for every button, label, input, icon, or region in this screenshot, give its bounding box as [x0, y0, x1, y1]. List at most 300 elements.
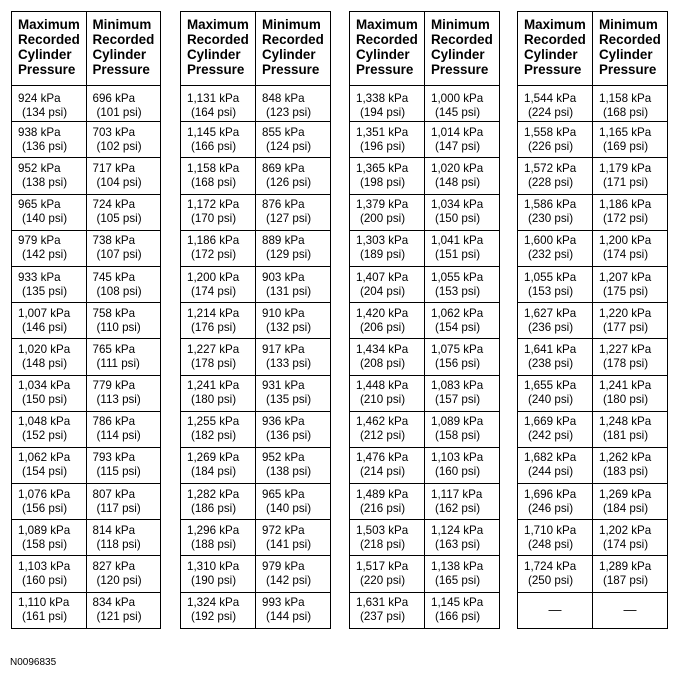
table-row — [181, 266, 331, 302]
table-row — [518, 158, 668, 194]
max-pressure-cell — [350, 375, 425, 411]
psi-value: (138 psi) — [266, 465, 312, 479]
psi-value: (138 psi) — [22, 175, 68, 189]
kpa-value: 1,558 kPa — [524, 125, 577, 139]
kpa-value: 1,310 kPa — [187, 560, 240, 574]
psi-value: (118 psi) — [96, 537, 141, 551]
max-pressure-cell — [350, 122, 425, 158]
min-pressure-cell — [86, 303, 161, 339]
kpa-value: 724 kPa — [92, 198, 136, 212]
psi-value: (162 psi) — [435, 501, 481, 515]
min-pressure-cell — [425, 86, 500, 122]
psi-value: (142 psi) — [22, 248, 68, 262]
psi-value: (248 psi) — [528, 537, 574, 551]
kpa-value: 1,682 kPa — [524, 451, 577, 465]
kpa-value: 1,138 kPa — [431, 560, 484, 574]
table-row — [518, 230, 668, 266]
kpa-value: 1,034 kPa — [18, 379, 71, 393]
min-pressure-cell — [256, 339, 331, 375]
min-pressure-cell — [256, 122, 331, 158]
kpa-value: 1,338 kPa — [356, 91, 409, 105]
table-row — [350, 411, 500, 447]
min-pressure-cell — [425, 339, 500, 375]
table-row — [12, 266, 161, 302]
psi-value: (123 psi) — [266, 105, 312, 119]
psi-value: (150 psi) — [22, 393, 68, 407]
psi-value: (168 psi) — [603, 105, 649, 119]
psi-value: (150 psi) — [435, 212, 481, 226]
kpa-value: 1,089 kPa — [431, 415, 484, 429]
max-pressure-cell — [181, 556, 256, 592]
table-row — [12, 484, 161, 520]
kpa-value: 1,517 kPa — [356, 560, 409, 574]
kpa-value: 1,303 kPa — [356, 234, 409, 248]
table-row — [518, 339, 668, 375]
max-pressure-cell — [518, 484, 593, 520]
kpa-value: 965 kPa — [262, 487, 305, 501]
psi-value: (184 psi) — [603, 501, 649, 515]
header-row — [518, 12, 668, 86]
kpa-value: 938 kPa — [18, 125, 61, 139]
min-pressure-cell — [256, 484, 331, 520]
dash-placeholder: — — [623, 602, 637, 618]
psi-value: (176 psi) — [191, 320, 237, 334]
header-line: Cylinder — [599, 47, 653, 62]
kpa-value: 1,710 kPa — [524, 523, 577, 537]
psi-value: (226 psi) — [528, 139, 574, 153]
max-pressure-cell — [181, 375, 256, 411]
max-pressure-cell — [518, 122, 593, 158]
table-row — [12, 375, 161, 411]
table-row — [181, 303, 331, 339]
min-pressure-cell — [256, 520, 331, 556]
psi-value: (187 psi) — [603, 574, 649, 588]
kpa-value: 1,544 kPa — [524, 91, 577, 105]
psi-value: (204 psi) — [360, 284, 406, 298]
min-pressure-cell — [425, 520, 500, 556]
psi-value: (220 psi) — [360, 574, 406, 588]
kpa-value: 855 kPa — [262, 125, 305, 139]
table-row — [181, 375, 331, 411]
table-row — [12, 158, 161, 194]
min-pressure-cell — [425, 122, 500, 158]
table-row — [12, 556, 161, 592]
psi-value: (210 psi) — [360, 393, 406, 407]
psi-value: (102 psi) — [96, 139, 142, 153]
max-pressure-cell — [518, 556, 593, 592]
psi-value: (212 psi) — [360, 429, 406, 443]
table-row — [12, 230, 161, 266]
pressure-table-3 — [349, 11, 500, 629]
psi-value: (105 psi) — [96, 212, 142, 226]
psi-value: (135 psi) — [22, 284, 68, 298]
max-pressure-cell — [350, 339, 425, 375]
psi-value: (192 psi) — [191, 610, 237, 624]
psi-value: (238 psi) — [528, 356, 574, 370]
table-row — [518, 86, 668, 122]
figure-id: N0096835 — [10, 657, 57, 668]
min-pressure-cell — [593, 556, 668, 592]
kpa-value: 1,220 kPa — [599, 306, 652, 320]
max-pressure-cell — [12, 122, 87, 158]
table-row — [350, 484, 500, 520]
psi-value: (216 psi) — [360, 501, 406, 515]
psi-value: (145 psi) — [435, 105, 481, 119]
kpa-value: 1,200 kPa — [599, 234, 652, 248]
header-line: Minimum — [599, 17, 658, 32]
table-row — [350, 520, 500, 556]
kpa-value: 1,600 kPa — [524, 234, 577, 248]
kpa-value: 1,407 kPa — [356, 270, 409, 284]
min-pressure-cell — [256, 158, 331, 194]
header-line: Recorded — [524, 32, 586, 47]
kpa-value: 979 kPa — [262, 560, 305, 574]
kpa-value: 1,172 kPa — [187, 198, 240, 212]
psi-value: (117 psi) — [96, 501, 141, 515]
header-line: Maximum — [18, 17, 80, 32]
psi-value: (160 psi) — [435, 465, 481, 479]
min-pressure-cell — [86, 158, 161, 194]
min-pressure-cell — [593, 375, 668, 411]
max-pressure-cell — [518, 520, 593, 556]
table-row — [518, 520, 668, 556]
header-minimum-pressure — [86, 12, 161, 86]
psi-value: (180 psi) — [603, 393, 649, 407]
psi-value: (114 psi) — [96, 429, 141, 443]
max-pressure-cell — [181, 194, 256, 230]
psi-value: (178 psi) — [191, 356, 237, 370]
max-cell-empty — [518, 592, 593, 628]
kpa-value: 1,503 kPa — [356, 523, 409, 537]
psi-value: (188 psi) — [191, 537, 237, 551]
psi-value: (158 psi) — [435, 429, 481, 443]
header-maximum-pressure — [12, 12, 87, 86]
kpa-value: 1,020 kPa — [18, 342, 71, 356]
min-pressure-cell — [425, 303, 500, 339]
max-pressure-cell — [518, 375, 593, 411]
psi-value: (147 psi) — [435, 139, 481, 153]
kpa-value: 952 kPa — [18, 161, 61, 175]
psi-value: (182 psi) — [191, 429, 237, 443]
kpa-value: 745 kPa — [92, 270, 136, 284]
min-pressure-cell — [86, 520, 161, 556]
max-pressure-cell — [518, 230, 593, 266]
psi-value: (200 psi) — [360, 212, 406, 226]
min-pressure-cell — [256, 411, 331, 447]
min-pressure-cell — [425, 158, 500, 194]
table-row — [181, 194, 331, 230]
kpa-value: 1,489 kPa — [356, 487, 409, 501]
header-line: Pressure — [524, 62, 582, 77]
max-pressure-cell — [12, 266, 87, 302]
psi-value: (152 psi) — [22, 429, 68, 443]
kpa-value: 917 kPa — [262, 342, 305, 356]
header-maximum-pressure — [350, 12, 425, 86]
kpa-value: 765 kPa — [92, 342, 136, 356]
header-line: Cylinder — [431, 47, 485, 62]
psi-value: (108 psi) — [96, 284, 142, 298]
table-row — [181, 556, 331, 592]
psi-value: (196 psi) — [360, 139, 406, 153]
kpa-value: 1,476 kPa — [356, 451, 409, 465]
min-pressure-cell — [593, 122, 668, 158]
max-pressure-cell — [12, 592, 87, 628]
psi-value: (111 psi) — [96, 356, 140, 370]
table-row — [350, 303, 500, 339]
kpa-value: 931 kPa — [262, 379, 305, 393]
max-pressure-cell — [350, 266, 425, 302]
header-line: Cylinder — [92, 47, 147, 62]
max-pressure-cell — [12, 230, 87, 266]
kpa-value: 1,000 kPa — [431, 91, 484, 105]
min-pressure-cell — [86, 375, 161, 411]
table-row — [12, 194, 161, 230]
max-pressure-cell — [181, 86, 256, 122]
table-row — [518, 122, 668, 158]
kpa-value: 1,324 kPa — [187, 596, 240, 610]
table-row — [518, 266, 668, 302]
psi-value: (148 psi) — [22, 356, 68, 370]
psi-value: (246 psi) — [528, 501, 574, 515]
max-pressure-cell — [518, 158, 593, 194]
table-row — [518, 411, 668, 447]
min-pressure-cell — [256, 303, 331, 339]
table-row — [518, 375, 668, 411]
max-pressure-cell — [518, 86, 593, 122]
table-row — [350, 230, 500, 266]
kpa-value: 786 kPa — [92, 415, 136, 429]
kpa-value: 1,627 kPa — [524, 306, 577, 320]
psi-value: (166 psi) — [435, 610, 481, 624]
min-pressure-cell — [425, 556, 500, 592]
min-pressure-cell — [86, 484, 161, 520]
min-pressure-cell — [593, 303, 668, 339]
table-row — [181, 447, 331, 483]
kpa-value: 1,089 kPa — [18, 523, 71, 537]
pressure-table-1 — [11, 11, 161, 629]
header-line: Minimum — [431, 17, 490, 32]
kpa-value: 1,655 kPa — [524, 379, 577, 393]
min-pressure-cell — [593, 158, 668, 194]
kpa-value: 1,696 kPa — [524, 487, 577, 501]
psi-value: (141 psi) — [266, 537, 312, 551]
psi-value: (163 psi) — [435, 537, 481, 551]
table-row — [12, 411, 161, 447]
kpa-value: 1,145 kPa — [431, 596, 484, 610]
psi-value: (181 psi) — [603, 429, 649, 443]
min-pressure-cell — [425, 375, 500, 411]
table-row — [181, 484, 331, 520]
psi-value: (183 psi) — [603, 465, 649, 479]
header-line: Cylinder — [356, 47, 410, 62]
header-line: Pressure — [431, 62, 489, 77]
table-row — [181, 122, 331, 158]
kpa-value: 1,124 kPa — [431, 523, 484, 537]
psi-value: (165 psi) — [435, 574, 481, 588]
kpa-value: 910 kPa — [262, 306, 305, 320]
psi-value: (144 psi) — [266, 610, 312, 624]
min-pressure-cell — [86, 339, 161, 375]
psi-value: (170 psi) — [191, 212, 237, 226]
psi-value: (156 psi) — [435, 356, 481, 370]
header-minimum-pressure — [593, 12, 668, 86]
kpa-value: 1,669 kPa — [524, 415, 577, 429]
kpa-value: 848 kPa — [262, 91, 305, 105]
min-pressure-cell — [593, 447, 668, 483]
table-row — [350, 86, 500, 122]
kpa-value: 1,158 kPa — [599, 91, 652, 105]
kpa-value: 869 kPa — [262, 161, 305, 175]
min-pressure-cell — [593, 520, 668, 556]
header-line: Recorded — [356, 32, 418, 47]
header-line: Minimum — [262, 17, 321, 32]
table-row — [12, 86, 161, 122]
table-row — [181, 411, 331, 447]
max-pressure-cell — [350, 484, 425, 520]
kpa-value: 1,202 kPa — [599, 523, 652, 537]
header-line: Pressure — [92, 62, 150, 77]
psi-value: (174 psi) — [603, 248, 649, 262]
min-pressure-cell — [256, 375, 331, 411]
kpa-value: 1,014 kPa — [431, 125, 484, 139]
max-pressure-cell — [350, 303, 425, 339]
psi-value: (189 psi) — [360, 248, 406, 262]
kpa-value: 1,117 kPa — [431, 487, 483, 501]
max-pressure-cell — [518, 339, 593, 375]
kpa-value: 1,055 kPa — [431, 270, 484, 284]
min-pressure-cell — [593, 411, 668, 447]
psi-value: (120 psi) — [96, 574, 142, 588]
max-pressure-cell — [181, 339, 256, 375]
kpa-value: 738 kPa — [92, 234, 136, 248]
kpa-value: 1,241 kPa — [599, 379, 652, 393]
kpa-value: 1,200 kPa — [187, 270, 240, 284]
min-pressure-cell — [256, 447, 331, 483]
header-row — [181, 12, 331, 86]
table-row — [12, 122, 161, 158]
max-pressure-cell — [12, 411, 87, 447]
psi-value: (242 psi) — [528, 429, 574, 443]
kpa-value: 1,103 kPa — [18, 560, 71, 574]
header-line: Pressure — [599, 62, 657, 77]
kpa-value: 717 kPa — [92, 161, 136, 175]
kpa-value: 1,586 kPa — [524, 198, 577, 212]
table-row — [12, 520, 161, 556]
kpa-value: 936 kPa — [262, 415, 305, 429]
min-pressure-cell — [425, 194, 500, 230]
kpa-value: 1,055 kPa — [524, 270, 577, 284]
psi-value: (230 psi) — [528, 212, 574, 226]
min-pressure-cell — [593, 194, 668, 230]
header-line: Pressure — [18, 62, 76, 77]
max-pressure-cell — [12, 447, 87, 483]
psi-value: (224 psi) — [528, 105, 574, 119]
header-line: Recorded — [187, 32, 249, 47]
psi-value: (218 psi) — [360, 537, 406, 551]
header-row — [12, 12, 161, 86]
kpa-value: 1,048 kPa — [18, 415, 71, 429]
max-pressure-cell — [350, 158, 425, 194]
dash-placeholder: — — [548, 602, 562, 618]
psi-value: (124 psi) — [266, 139, 312, 153]
psi-value: (194 psi) — [360, 105, 406, 119]
table-row — [181, 158, 331, 194]
psi-value: (113 psi) — [96, 393, 141, 407]
kpa-value: 814 kPa — [92, 523, 136, 537]
kpa-value: 1,007 kPa — [18, 306, 71, 320]
psi-value: (132 psi) — [266, 320, 312, 334]
psi-value: (190 psi) — [191, 574, 237, 588]
max-pressure-cell — [518, 194, 593, 230]
header-line: Pressure — [187, 62, 245, 77]
psi-value: (156 psi) — [22, 501, 68, 515]
max-pressure-cell — [181, 484, 256, 520]
psi-value: (161 psi) — [22, 610, 68, 624]
max-pressure-cell — [12, 520, 87, 556]
table-row — [350, 556, 500, 592]
max-pressure-cell — [350, 230, 425, 266]
kpa-value: 793 kPa — [92, 451, 136, 465]
kpa-value: 1,289 kPa — [599, 560, 652, 574]
kpa-value: 1,165 kPa — [599, 125, 652, 139]
kpa-value: 1,248 kPa — [599, 415, 652, 429]
min-pressure-cell — [256, 194, 331, 230]
psi-value: (115 psi) — [96, 465, 141, 479]
psi-value: (174 psi) — [603, 537, 649, 551]
kpa-value: 1,462 kPa — [356, 415, 409, 429]
header-line: Recorded — [262, 32, 324, 47]
psi-value: (133 psi) — [266, 356, 312, 370]
table-row — [12, 592, 161, 628]
psi-value: (172 psi) — [191, 248, 237, 262]
kpa-value: 1,062 kPa — [431, 306, 484, 320]
table-row — [518, 447, 668, 483]
header-line: Recorded — [431, 32, 493, 47]
header-line: Recorded — [18, 32, 80, 47]
table-row — [350, 194, 500, 230]
psi-value: (237 psi) — [360, 610, 406, 624]
header-minimum-pressure — [256, 12, 331, 86]
kpa-value: 1,020 kPa — [431, 161, 484, 175]
psi-value: (129 psi) — [266, 248, 312, 262]
psi-value: (184 psi) — [191, 465, 237, 479]
table-row — [12, 303, 161, 339]
pressure-table-4 — [517, 11, 668, 629]
kpa-value: 965 kPa — [18, 198, 61, 212]
kpa-value: 1,241 kPa — [187, 379, 240, 393]
kpa-value: 1,227 kPa — [599, 342, 652, 356]
min-pressure-cell — [425, 411, 500, 447]
psi-value: (142 psi) — [266, 574, 312, 588]
min-pressure-cell — [425, 230, 500, 266]
max-pressure-cell — [12, 303, 87, 339]
min-pressure-cell — [86, 230, 161, 266]
psi-value: (151 psi) — [435, 248, 481, 262]
kpa-value: 1,365 kPa — [356, 161, 409, 175]
psi-value: (107 psi) — [96, 248, 142, 262]
header-line: Maximum — [356, 17, 418, 32]
psi-value: (135 psi) — [266, 393, 312, 407]
max-pressure-cell — [12, 86, 87, 122]
psi-value: (240 psi) — [528, 393, 574, 407]
psi-value: (136 psi) — [266, 429, 312, 443]
kpa-value: 924 kPa — [18, 91, 61, 105]
psi-value: (160 psi) — [22, 574, 68, 588]
psi-value: (157 psi) — [435, 393, 481, 407]
table-row — [518, 592, 668, 628]
max-pressure-cell — [181, 122, 256, 158]
psi-value: (177 psi) — [603, 320, 649, 334]
